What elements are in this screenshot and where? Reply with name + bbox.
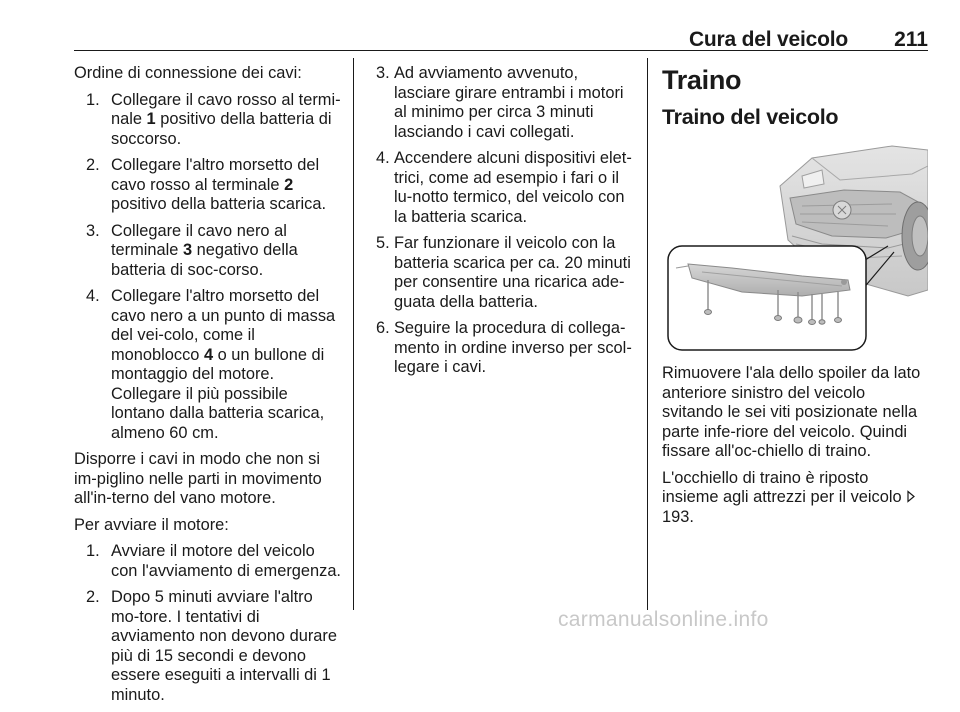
step-text: Far funzionare il veicolo con la batteria scarica per ca. 20 minuti per consentire una ricarica ade-guata della batteria.	[394, 234, 631, 311]
tow-eye-location-paragraph	[662, 469, 928, 528]
spoiler-removal-paragraph: Rimuovere l'ala dello spoiler da lato anteriore sinistro del veicolo svitando le sei viti posizionate nella parte infe-riore del veicolo. Quindi fissare all'oc-chiello di traino.	[662, 364, 921, 460]
step-text: Avviare il motore del veicolo con l'avviamento di emergenza.	[111, 542, 341, 580]
detail-callout-box	[668, 246, 866, 350]
running-title: Cura del veicolo	[688, 28, 848, 51]
cable-routing-paragraph: Disporre i cavi in modo che non si im-piglino nelle parti in movimento all'in-terno del vano motore.	[74, 450, 322, 507]
watermark: carmanualsonline.info	[558, 608, 769, 631]
list-item	[86, 91, 342, 150]
column-divider-2	[647, 58, 648, 610]
step-number: 2.	[86, 588, 100, 606]
step-number: 4.	[376, 149, 390, 167]
start-steps	[74, 542, 342, 705]
paragraph-text: L'occhiello di traino è riposto insieme agli attrezzi per il veicolo	[662, 468, 907, 506]
towing-illustration	[662, 140, 928, 354]
list-item	[86, 542, 342, 581]
step-number: 6.	[376, 319, 390, 337]
connection-intro: Ordine di connessione dei cavi:	[74, 64, 302, 82]
step-text: Collegare il cavo rosso al termi-nale	[111, 90, 341, 128]
column-divider-1	[353, 58, 354, 610]
step-text: positivo della batteria scarica.	[111, 195, 327, 213]
connection-steps	[74, 91, 342, 444]
subsection-title: Traino del veicolo	[662, 105, 839, 129]
list-item	[86, 588, 342, 705]
step-text: Dopo 5 minuti avviare l'altro mo-tore. I tentativi di avviamento non devono durare più di 15 secondi e devono essere eseguiti a intervalli di 1 minuto.	[111, 588, 337, 704]
step-text: negativo della batteria di soc-corso.	[111, 241, 298, 279]
list-item	[86, 156, 342, 215]
step-text: Seguire la procedura di collega-mento in ordine inverso per scol-legare i cavi.	[394, 319, 632, 376]
punctuation: .	[689, 507, 694, 526]
list-item	[360, 234, 632, 312]
start-intro: Per avviare il motore:	[74, 515, 229, 534]
list-item	[86, 287, 342, 443]
step-text: Collegare l'altro morsetto del cavo nero a un punto di massa del vei-colo, come il monoblocco	[111, 287, 336, 364]
section-title: Traino	[662, 65, 742, 95]
terminal-ref: 1	[146, 110, 156, 128]
column-1	[74, 64, 342, 712]
step-number: 4.	[86, 287, 100, 305]
step-number: 1.	[86, 90, 100, 109]
column-3	[662, 64, 928, 534]
list-item	[360, 319, 632, 378]
step-number: 1.	[86, 542, 100, 560]
list-item	[360, 64, 632, 142]
step-text: Collegare l'altro morsetto del cavo rosso al terminale	[111, 156, 320, 194]
terminal-ref: 3	[182, 241, 193, 259]
step-number: 2.	[86, 156, 100, 174]
column-2	[360, 64, 632, 385]
list-item	[86, 222, 342, 281]
cross-reference-page[interactable]: 193	[662, 507, 690, 526]
step-number: 3.	[86, 221, 100, 240]
step-text: Ad avviamento avvenuto, lasciare girare entrambi i motori al minimo per circa 3 minuti lasciando i cavi collegati.	[394, 64, 624, 141]
step-number: 5.	[376, 234, 390, 252]
terminal-ref: 4	[203, 345, 214, 364]
continued-steps	[360, 64, 632, 378]
page-header	[74, 28, 928, 51]
step-number: 3.	[376, 64, 390, 82]
step-text: Collegare il cavo nero al terminale	[111, 221, 287, 259]
list-item	[360, 149, 632, 227]
terminal-ref: 2	[284, 175, 294, 194]
step-text: o un bullone di montaggio del motore. Collegare il più possibile lontano dalla batteria scarica, almeno 60 cm.	[111, 345, 325, 442]
cross-reference-arrow-icon	[906, 490, 916, 503]
step-text: Accendere alcuni dispositivi elet-trici, come ad esempio i fari o il lu-notto termico, del veicolo con la batteria scarica.	[394, 149, 632, 226]
page-number: 211	[894, 28, 928, 51]
step-text: positivo della batteria di soccorso.	[111, 110, 332, 148]
